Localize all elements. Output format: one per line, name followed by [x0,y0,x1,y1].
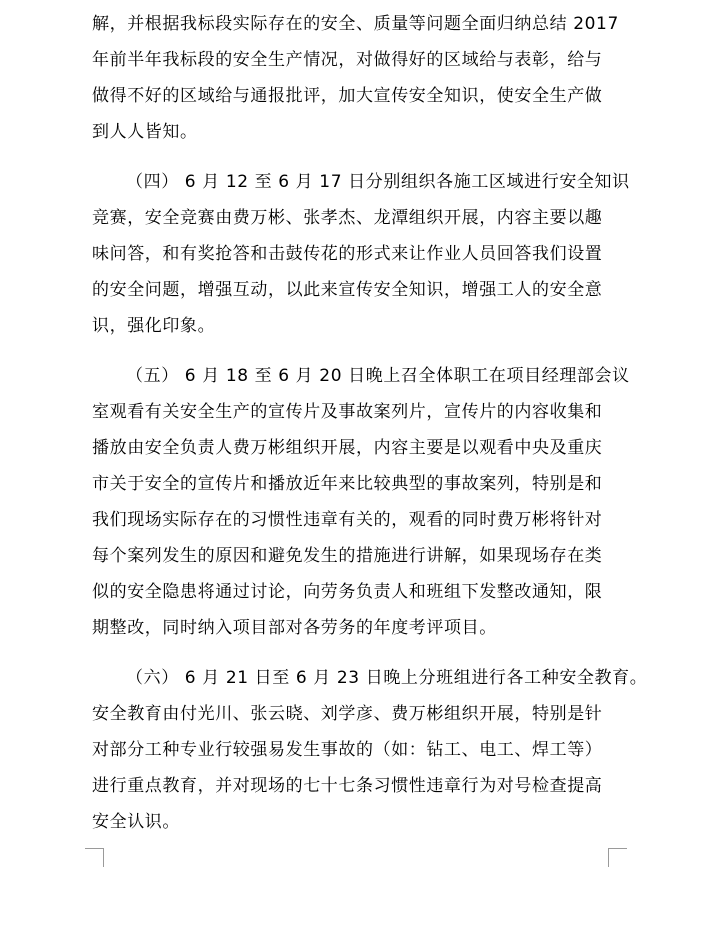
paragraph-spacing [92,150,632,164]
text-line: 做得不好的区域给与通报批评，加大宣传安全知识，使安全生产做 [92,86,603,106]
document-body [92,6,648,840]
text-line: （六） 6 月 21 日至 6 月 23 日晚上分班组进行各工种安全教育。 [126,668,648,688]
text-line: 每个案列发生的原因和避免发生的措施进行讲解，如果现场存在类 [92,546,603,566]
text-line: 到人人皆知。 [92,122,198,142]
paragraph-continuation [92,6,632,150]
text-line: 安全教育由付光川、张云晓、刘学彦、费万彬组织开展，特别是针 [92,704,603,724]
text-line: 室观看有关安全生产的宣传片及事故案列片，宣传片的内容收集和 [92,402,603,422]
text-line: 竞赛，安全竞赛由费万彬、张孝杰、龙潭组织开展，内容主要以趣 [92,208,603,228]
paragraph-spacing [92,344,632,358]
text-line: 安全认识。 [92,812,180,832]
text-line: （五） 6 月 18 至 6 月 20 日晚上召全体职工在项目经理部会议 [126,366,630,386]
text-line: 解，并根据我标段实际存在的安全、质量等问题全面归纳总结 2017 [92,14,619,34]
text-line: 似的安全隐患将通过讨论，向劳务负责人和班组下发整改通知，限 [92,582,603,602]
text-line: 的安全问题，增强互动，以此来宣传安全知识，增强工人的安全意 [92,280,603,300]
margin-corner-mark-left [85,848,104,867]
text-line: 我们现场实际存在的习惯性违章有关的，观看的同时费万彬将针对 [92,510,603,530]
text-line: 识，强化印象。 [92,316,216,336]
text-line: （四） 6 月 12 至 6 月 17 日分别组织各施工区域进行安全知识 [126,172,630,192]
paragraph-six [92,660,648,840]
text-line: 进行重点教育，并对现场的七十七条习惯性违章行为对号检查提高 [92,776,603,796]
text-line: 年前半年我标段的安全生产情况，对做得好的区域给与表彰，给与 [92,50,603,70]
text-line: 市关于安全的宣传片和播放近年来比较典型的事故案列，特别是和 [92,474,603,494]
margin-corner-mark-right [608,848,627,867]
text-line: 味问答，和有奖抢答和击鼓传花的形式来让作业人员回答我们设置 [92,244,603,264]
paragraph-spacing [92,646,632,660]
paragraph-four [92,164,632,344]
paragraph-five [92,358,632,646]
text-line: 播放由安全负责人费万彬组织开展，内容主要是以观看中央及重庆 [92,438,603,458]
text-line: 期整改，同时纳入项目部对各劳务的年度考评项目。 [92,618,497,638]
text-line: 对部分工种专业行较强易发生事故的（如：钻工、电工、焊工等） [92,740,603,760]
